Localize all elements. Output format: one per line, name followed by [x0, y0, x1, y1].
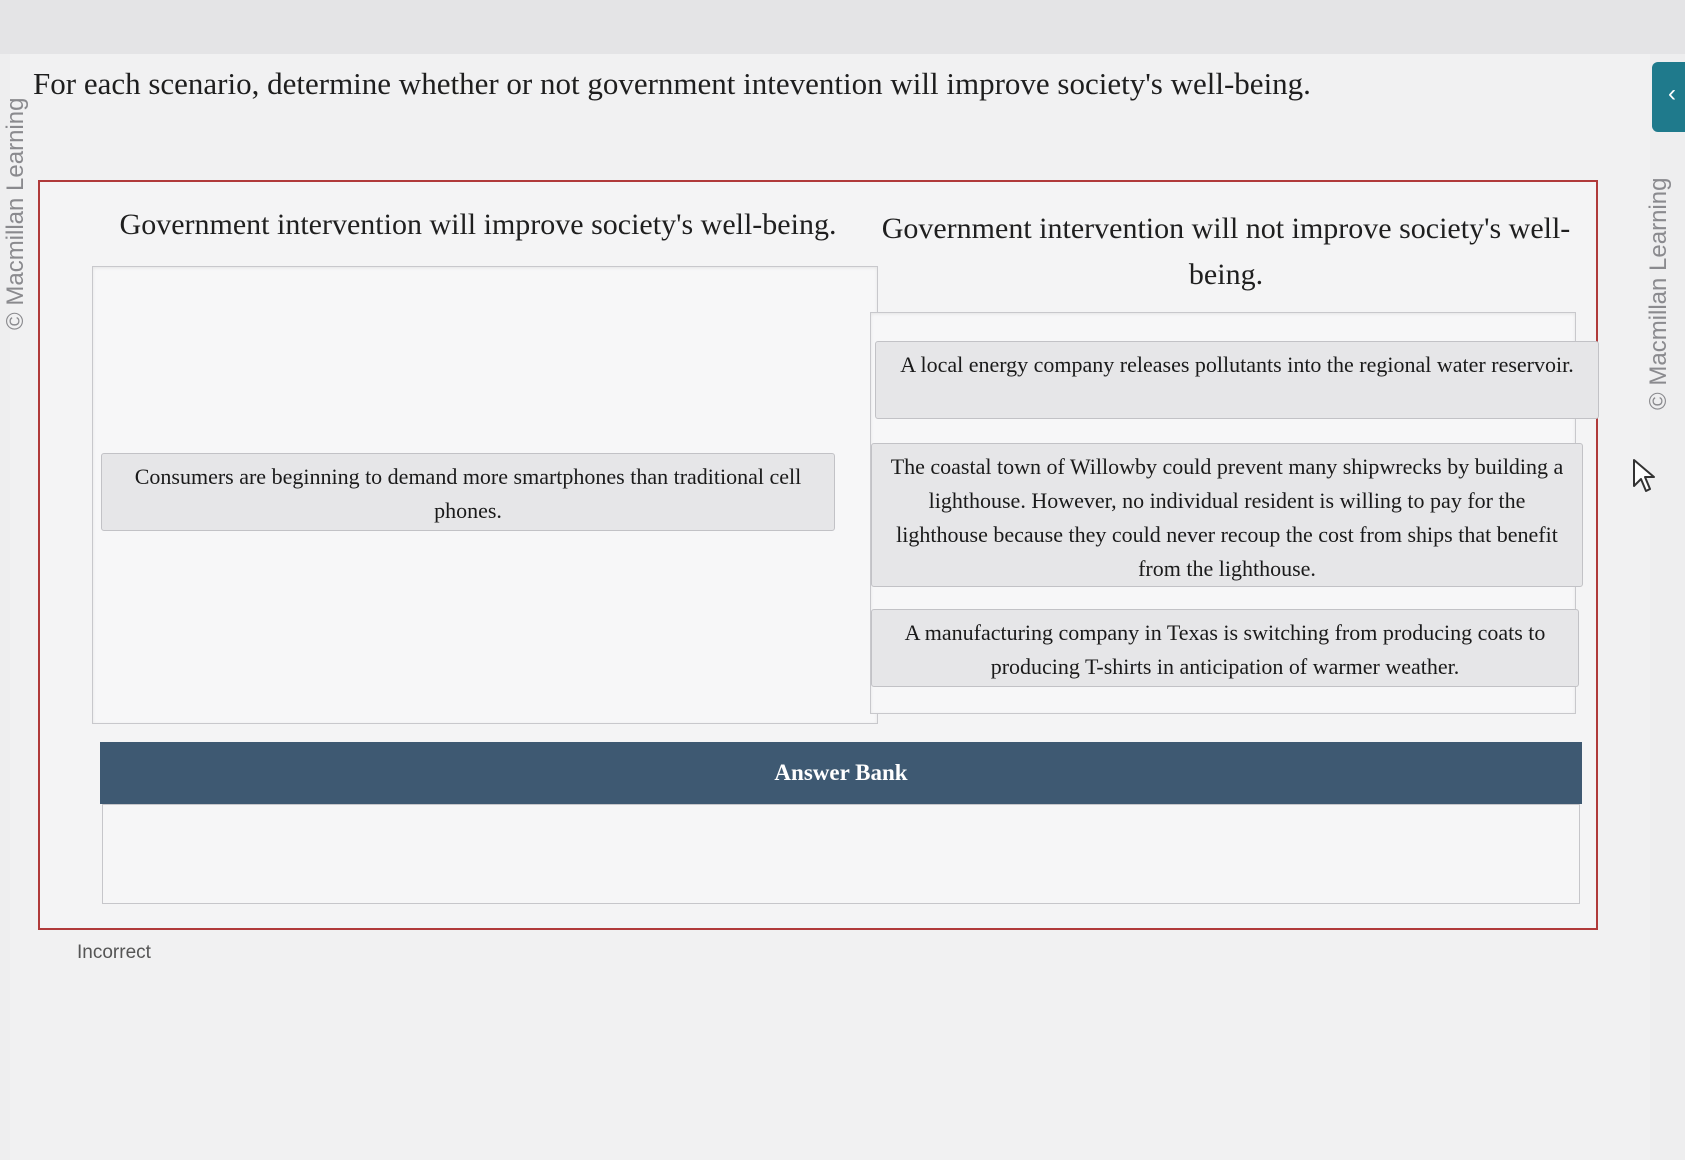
watermark-left: © Macmillan Learning	[2, 97, 29, 330]
chevron-left-icon: ‹	[1668, 80, 1676, 107]
answer-bank-header: Answer Bank	[100, 742, 1582, 804]
answer-bank-drop-zone[interactable]	[102, 804, 1580, 904]
watermark-right: © Macmillan Learning	[1645, 177, 1672, 410]
mouse-cursor-icon	[1632, 458, 1658, 499]
status-incorrect: Incorrect	[77, 942, 151, 963]
drop-zone-improve[interactable]	[92, 266, 878, 724]
column-heading-improve: Government intervention will improve society's well-being.	[119, 208, 837, 241]
scenario-card-smartphones[interactable]: Consumers are beginning to demand more smartphones than traditional cell phones.	[101, 453, 835, 531]
sorting-activity-frame	[38, 180, 1598, 930]
column-heading-not-improve: Government intervention will not improve society's well-being.	[881, 212, 1571, 291]
question-prompt: For each scenario, determine whether or not government intevention will improve society's well-being.	[33, 66, 1311, 101]
scenario-card-pollutants[interactable]: A local energy company releases pollutants into the regional water reservoir.	[875, 341, 1599, 419]
side-panel-toggle[interactable]	[1652, 62, 1685, 132]
scenario-card-coats-tshirts[interactable]: A manufacturing company in Texas is switching from producing coats to producing T-shirts in anticipation of warmer weather.	[871, 609, 1579, 687]
drop-zone-not-improve[interactable]	[870, 312, 1576, 714]
browser-top-bar	[0, 0, 1685, 54]
scenario-card-lighthouse[interactable]: The coastal town of Willowby could prevent many shipwrecks by building a lighthouse. However, no individual resident is willing to pay for the lighthouse because they could never recoup the cost from ships that benefit from the lighthouse.	[871, 443, 1583, 587]
